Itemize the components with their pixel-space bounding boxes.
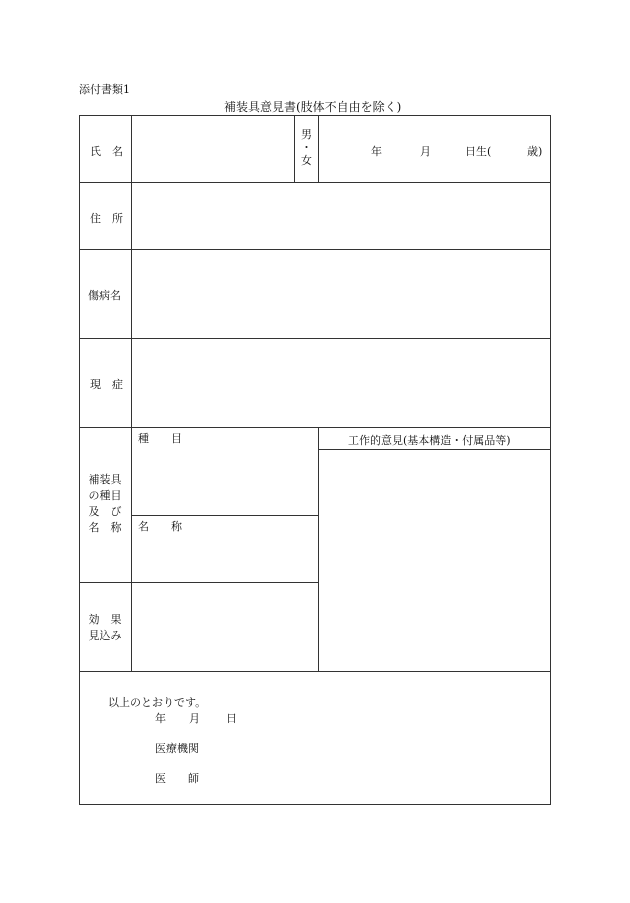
sex-label-male: 男	[301, 128, 312, 141]
institution-label: 医療機関	[155, 742, 199, 755]
effect-label-line2: 見込み	[88, 629, 122, 642]
sex-label-female: 女	[301, 154, 312, 167]
attachment-label: 添付書類1	[79, 83, 130, 96]
row-divider-type	[131, 515, 318, 516]
row-divider-device	[79, 582, 318, 583]
opinion-header: 工作的意見(基本構造・付属品等)	[348, 434, 511, 447]
symptom-label: 現 症	[90, 378, 123, 391]
effect-label	[83, 612, 127, 644]
device-label	[83, 472, 127, 536]
date-month-label: 月	[189, 712, 200, 725]
device-label-line1: 補装具	[88, 473, 122, 486]
row-divider-opinion-header	[318, 449, 551, 450]
device-label-line4: 名 称	[88, 521, 122, 534]
statement-text: 以上のとおりです。	[108, 696, 207, 709]
device-label-line3: 及 び	[88, 505, 122, 518]
name-item-label: 名 称	[138, 520, 182, 533]
row-divider-disease	[79, 338, 551, 339]
address-label: 住 所	[90, 212, 123, 225]
document-title: 補装具意見書(肢体不自由を除く)	[224, 100, 402, 114]
device-label-line2: の種目	[88, 489, 122, 502]
row-divider-name	[79, 182, 551, 183]
sex-label	[295, 128, 318, 167]
type-label: 種 目	[138, 432, 182, 445]
birth-day-label: 日生(	[465, 145, 492, 158]
col-divider-label	[131, 115, 132, 671]
sex-label-dot: ・	[301, 141, 312, 154]
col-divider-opinion	[318, 427, 319, 671]
birth-year-label: 年	[371, 145, 382, 158]
birth-month-label: 月	[420, 145, 431, 158]
disease-label: 傷病名	[88, 289, 121, 302]
col-divider-sex-right	[318, 115, 319, 182]
row-divider-symptom	[79, 427, 551, 428]
row-divider-effect	[79, 671, 551, 672]
doctor-label: 医 師	[155, 772, 199, 785]
row-divider-address	[79, 249, 551, 250]
effect-label-line1: 効 果	[88, 613, 122, 626]
date-year-label: 年	[155, 712, 166, 725]
age-suffix-label: 歳)	[527, 145, 543, 158]
date-day-label: 日	[226, 712, 237, 725]
name-label: 氏 名	[90, 145, 123, 158]
